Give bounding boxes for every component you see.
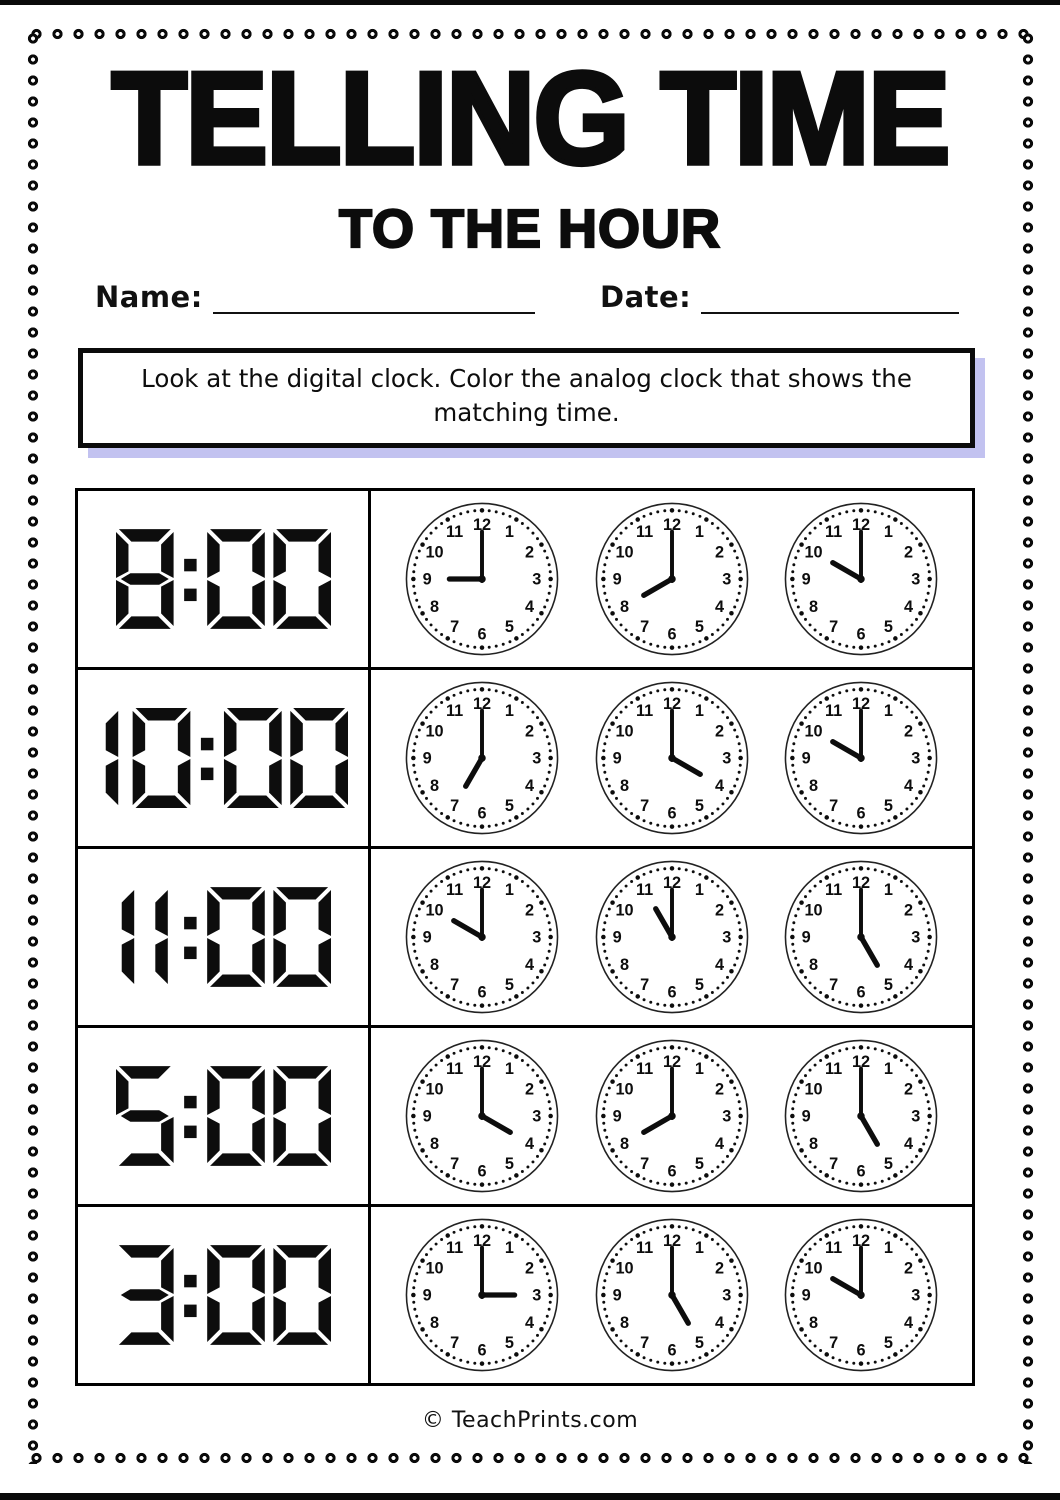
worksheet-row [78,1025,972,1204]
svg-text:1: 1 [884,1060,894,1079]
analog-clock-options [371,670,972,846]
svg-text:1: 1 [504,523,514,542]
svg-text:7: 7 [829,1334,839,1353]
svg-text:9: 9 [801,570,811,589]
svg-text:6: 6 [856,983,866,1002]
svg-text:1: 1 [694,702,704,721]
svg-text:2: 2 [904,1080,914,1099]
analog-clock-option[interactable] [593,679,751,837]
svg-text:2: 2 [524,1080,534,1099]
svg-text:7: 7 [449,618,459,637]
analog-clock-option[interactable] [403,1216,561,1374]
svg-text:3: 3 [911,570,921,589]
svg-text:11: 11 [635,1239,653,1258]
svg-text:1: 1 [694,881,704,900]
analog-clock-options [371,1028,972,1204]
svg-text:10: 10 [804,1259,823,1278]
svg-text:6: 6 [856,1341,866,1360]
svg-text:9: 9 [612,570,622,589]
svg-text:3: 3 [911,1286,921,1305]
svg-text:10: 10 [614,543,634,562]
svg-text:3: 3 [721,749,731,768]
svg-text:1: 1 [884,523,894,542]
analog-clock-option[interactable] [782,679,940,837]
svg-text:7: 7 [639,1334,649,1353]
svg-text:1: 1 [694,1060,704,1079]
svg-text:11: 11 [635,1060,653,1079]
svg-text:4: 4 [904,598,914,617]
svg-text:7: 7 [639,976,649,995]
svg-text:3: 3 [532,570,542,589]
svg-text:12: 12 [472,694,491,713]
bottom-edge-bar [0,1493,1060,1500]
svg-text:8: 8 [809,598,819,617]
analog-clock-options [371,1207,972,1383]
svg-text:11: 11 [825,1239,843,1258]
svg-text:3: 3 [911,749,921,768]
svg-text:7: 7 [449,1334,459,1353]
svg-text:7: 7 [639,618,649,637]
svg-text:3: 3 [721,570,731,589]
svg-text:11: 11 [445,702,463,721]
svg-text:9: 9 [801,928,811,947]
svg-text:1: 1 [694,1239,704,1258]
svg-text:2: 2 [524,901,534,920]
svg-text:9: 9 [612,928,622,947]
svg-text:10: 10 [614,1259,634,1278]
svg-text:5: 5 [694,618,704,637]
svg-text:8: 8 [429,956,439,975]
svg-text:2: 2 [714,543,724,562]
svg-text:10: 10 [804,722,823,741]
svg-text:5: 5 [884,976,894,995]
svg-text:8: 8 [619,1314,629,1333]
worksheet-row [78,846,972,1025]
svg-text:7: 7 [449,976,459,995]
svg-text:3: 3 [532,1286,542,1305]
svg-text:8: 8 [809,777,819,796]
analog-clock-options [371,491,972,667]
svg-text:3: 3 [911,1107,921,1126]
svg-text:6: 6 [477,1162,487,1181]
svg-text:12: 12 [662,1231,681,1250]
svg-text:12: 12 [852,1231,871,1250]
svg-text:9: 9 [612,1286,622,1305]
svg-text:4: 4 [524,777,534,796]
svg-text:1: 1 [504,1060,514,1079]
svg-text:4: 4 [904,1314,914,1333]
svg-text:12: 12 [472,1231,491,1250]
svg-text:10: 10 [425,543,444,562]
analog-clock-option[interactable] [782,1216,940,1374]
analog-clock-option[interactable] [593,1216,751,1374]
svg-text:4: 4 [524,1135,534,1154]
svg-text:6: 6 [856,1162,866,1181]
svg-text:8: 8 [809,1135,819,1154]
svg-text:9: 9 [422,749,432,768]
svg-text:1: 1 [694,523,704,542]
svg-text:11: 11 [445,881,463,900]
digital-clock [78,670,371,846]
svg-text:5: 5 [504,976,514,995]
svg-text:3: 3 [721,1286,731,1305]
top-edge-bar [0,0,1060,5]
svg-text:9: 9 [422,570,432,589]
svg-text:6: 6 [477,804,487,823]
svg-text:8: 8 [809,1314,819,1333]
svg-text:12: 12 [472,515,491,534]
svg-text:7: 7 [829,797,839,816]
svg-text:9: 9 [422,1286,432,1305]
svg-text:9: 9 [801,1107,811,1126]
svg-text:12: 12 [662,1052,681,1071]
svg-text:12: 12 [852,515,871,534]
svg-text:4: 4 [714,598,724,617]
svg-text:12: 12 [662,515,681,534]
svg-text:8: 8 [619,777,629,796]
svg-text:10: 10 [425,901,444,920]
svg-text:2: 2 [904,1259,914,1278]
name-label: Name: [95,280,203,315]
svg-text:8: 8 [619,1135,629,1154]
svg-text:6: 6 [666,804,677,823]
svg-text:4: 4 [904,956,914,975]
date-field-group [600,280,959,314]
worksheet-table [75,488,975,1386]
svg-text:12: 12 [852,873,871,892]
svg-text:2: 2 [714,1080,724,1099]
svg-text:5: 5 [694,1155,704,1174]
svg-text:5: 5 [694,1334,704,1353]
svg-text:12: 12 [852,1052,871,1071]
svg-text:1: 1 [504,881,514,900]
svg-text:8: 8 [619,598,629,617]
svg-text:11: 11 [445,1239,463,1258]
svg-text:8: 8 [429,777,439,796]
svg-text:12: 12 [472,1052,491,1071]
svg-text:5: 5 [504,797,514,816]
svg-text:8: 8 [429,1314,439,1333]
svg-text:8: 8 [619,956,629,975]
svg-text:2: 2 [524,1259,534,1278]
svg-text:6: 6 [477,625,487,644]
analog-clock-option[interactable] [593,500,751,658]
svg-text:5: 5 [884,1155,894,1174]
svg-text:7: 7 [829,1155,839,1174]
svg-text:7: 7 [449,797,459,816]
svg-text:6: 6 [856,804,866,823]
digital-clock [78,1207,371,1383]
svg-text:5: 5 [884,1334,894,1353]
svg-text:4: 4 [714,956,724,975]
svg-text:2: 2 [714,722,724,741]
svg-text:9: 9 [801,1286,811,1305]
svg-text:10: 10 [425,1080,444,1099]
svg-text:11: 11 [825,1060,843,1079]
svg-text:9: 9 [801,749,811,768]
svg-text:6: 6 [666,1162,677,1181]
analog-clock-option[interactable] [782,858,940,1016]
svg-text:11: 11 [825,523,843,542]
svg-text:6: 6 [856,625,866,644]
svg-text:4: 4 [904,1135,914,1154]
svg-text:7: 7 [829,618,839,637]
svg-text:12: 12 [472,873,491,892]
svg-text:5: 5 [504,1334,514,1353]
svg-text:4: 4 [714,1135,724,1154]
svg-text:4: 4 [524,1314,534,1333]
instruction-box [78,348,975,448]
svg-text:10: 10 [614,1080,634,1099]
svg-text:1: 1 [884,881,894,900]
svg-text:5: 5 [504,618,514,637]
svg-text:5: 5 [504,1155,514,1174]
svg-text:8: 8 [429,598,439,617]
svg-text:6: 6 [477,1341,487,1360]
footer-credit: © TeachPrints.com [421,1408,639,1433]
name-field-group [95,280,535,314]
name-input-line[interactable] [213,280,535,314]
page-title: TELLING TIME [111,45,949,193]
svg-text:2: 2 [904,543,914,562]
svg-text:8: 8 [809,956,819,975]
worksheet-row [78,1204,972,1383]
svg-text:10: 10 [804,901,823,920]
svg-text:5: 5 [694,797,704,816]
svg-text:6: 6 [666,625,677,644]
svg-text:10: 10 [425,1259,444,1278]
svg-text:9: 9 [612,1107,622,1126]
date-input-line[interactable] [701,280,959,314]
analog-clock-option[interactable] [403,679,561,837]
svg-text:1: 1 [504,1239,514,1258]
svg-text:2: 2 [714,901,724,920]
svg-text:7: 7 [639,797,649,816]
svg-text:11: 11 [635,881,653,900]
svg-text:3: 3 [721,928,731,947]
svg-text:5: 5 [884,618,894,637]
svg-text:10: 10 [425,722,444,741]
svg-text:4: 4 [524,956,534,975]
analog-clock-option[interactable] [403,1037,561,1195]
svg-text:7: 7 [829,976,839,995]
svg-text:1: 1 [504,702,514,721]
dotted-border-bottom [26,1452,1034,1464]
svg-text:12: 12 [662,694,681,713]
svg-text:12: 12 [662,873,681,892]
svg-text:3: 3 [532,928,542,947]
svg-text:4: 4 [904,777,914,796]
date-label: Date: [600,280,692,315]
svg-text:11: 11 [635,523,653,542]
analog-clock-option[interactable] [403,500,561,658]
analog-clock-option[interactable] [403,858,561,1016]
svg-text:1: 1 [884,1239,894,1258]
svg-text:9: 9 [422,928,432,947]
svg-text:9: 9 [612,749,622,768]
svg-text:3: 3 [721,1107,731,1126]
svg-text:3: 3 [532,749,542,768]
svg-text:11: 11 [635,702,653,721]
svg-text:4: 4 [524,598,534,617]
svg-text:9: 9 [422,1107,432,1126]
digital-clock [78,849,371,1025]
digital-clock [78,491,371,667]
svg-text:2: 2 [904,901,914,920]
svg-text:2: 2 [524,722,534,741]
analog-clock-option[interactable] [593,858,751,1016]
svg-text:10: 10 [614,722,634,741]
instruction-text: Look at the digital clock. Color the analog clock that shows the matching time. [141,364,912,427]
svg-text:11: 11 [825,881,843,900]
worksheet-row [78,667,972,846]
svg-text:7: 7 [639,1155,649,1174]
svg-text:5: 5 [694,976,704,995]
page-subtitle: TO THE HOUR [338,199,721,259]
svg-text:4: 4 [714,777,724,796]
svg-text:6: 6 [666,983,677,1002]
svg-text:2: 2 [524,543,534,562]
analog-clock-option[interactable] [782,500,940,658]
svg-text:12: 12 [852,694,871,713]
svg-text:5: 5 [884,797,894,816]
analog-clock-options [371,849,972,1025]
svg-text:7: 7 [449,1155,459,1174]
svg-text:2: 2 [904,722,914,741]
svg-text:6: 6 [477,983,487,1002]
svg-text:8: 8 [429,1135,439,1154]
svg-text:3: 3 [532,1107,542,1126]
analog-clock-option[interactable] [593,1037,751,1195]
dotted-border-top [26,28,1034,40]
svg-text:10: 10 [804,543,823,562]
analog-clock-option[interactable] [782,1037,940,1195]
svg-text:11: 11 [825,702,843,721]
svg-text:3: 3 [911,928,921,947]
svg-text:11: 11 [445,1060,463,1079]
svg-text:10: 10 [614,901,634,920]
digital-clock [78,1028,371,1204]
svg-text:1: 1 [884,702,894,721]
svg-text:11: 11 [445,523,463,542]
svg-text:6: 6 [666,1341,677,1360]
svg-text:10: 10 [804,1080,823,1099]
svg-text:2: 2 [714,1259,724,1278]
svg-text:4: 4 [714,1314,724,1333]
worksheet-row [78,491,972,667]
